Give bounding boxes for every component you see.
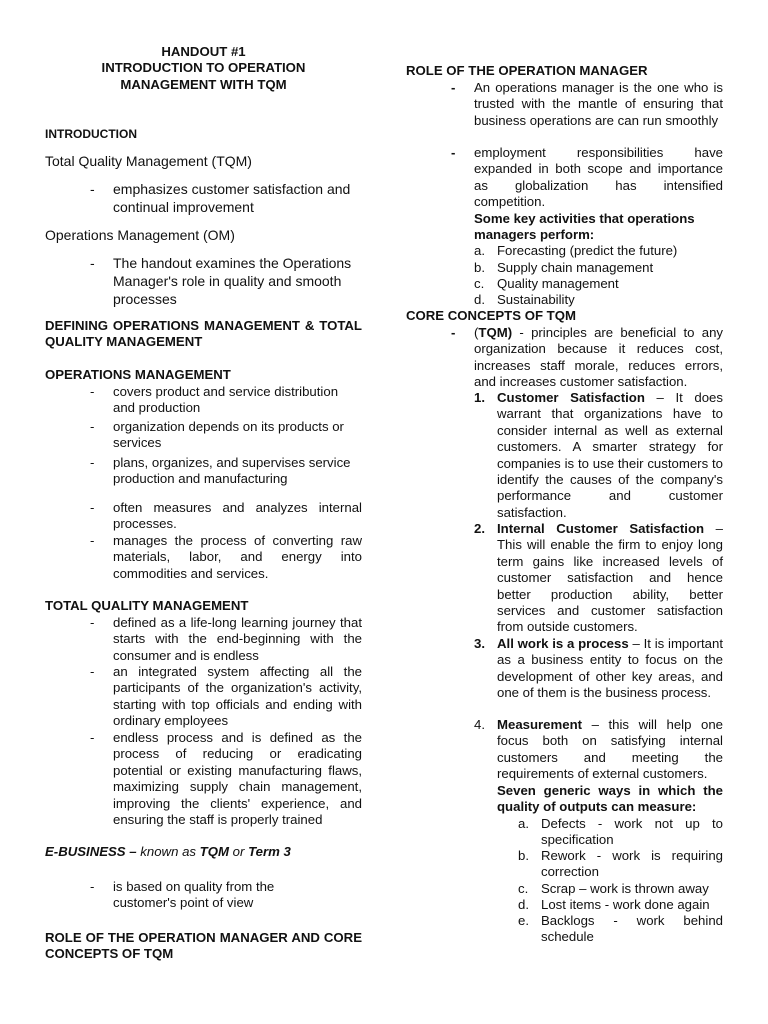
dash-marker: - (90, 255, 95, 271)
activity-item (474, 292, 723, 308)
role-bullet-text: An operations manager is the one who is trusted with the mantle of ensuring that business operations are can run smoothly (474, 80, 723, 128)
list-marker: a. (518, 816, 529, 831)
om-label: Operations Management (OM) (45, 227, 235, 243)
title-line-1: HANDOUT #1 (161, 44, 246, 59)
list-marker: e. (518, 913, 529, 928)
ebusiness-label: E-BUSINESS – (45, 844, 137, 859)
title-line-3: MANAGEMENT WITH TQM (120, 76, 287, 92)
om-bullet (90, 500, 362, 533)
core-item-body (474, 636, 723, 702)
core-item (474, 636, 723, 702)
core-item-body (474, 390, 723, 521)
defining-heading: DEFINING OPERATIONS MANAGEMENT & TOTAL QUALITY MANAGEMENT (45, 318, 362, 350)
tqm-bullet (90, 664, 362, 730)
om-bullet-text: often measures and analyzes internal processes. (113, 500, 362, 532)
core-item (474, 521, 723, 636)
handout-title (45, 44, 362, 93)
om-bullet-text: plans, organizes, and supervises service production and manufacturing (113, 455, 351, 487)
dash-marker: - (90, 533, 95, 548)
core-item-text: – It does warrant that organizations have to consider internal as well as external customers. A smarter strategy for companies is to use their customers to identify the causes of the company's performance and customer satisfaction. (497, 390, 723, 520)
tqm-bullet-text: defined as a life-long learning journey that starts with the end-beginning with the consumer and is endless (113, 615, 362, 663)
activity-text: Quality management (497, 276, 619, 291)
core-item-text: – It is important as a business entity to focus on the development of other key areas, and one of them is the business process. (497, 636, 723, 701)
activity-item (474, 243, 723, 259)
list-marker: d. (518, 897, 529, 912)
generic-text: Defects - work not up to specification (541, 816, 723, 848)
intro-heading: INTRODUCTION (45, 127, 137, 141)
list-marker: 1. (474, 390, 485, 405)
om-intro-bullet (90, 254, 362, 308)
list-marker: b. (518, 848, 529, 863)
core-item-title: Measurement (497, 717, 583, 732)
role-core-heading: ROLE OF THE OPERATION MANAGER AND CORE CONCEPTS OF TQM (45, 930, 362, 962)
ebusiness-or: or (232, 844, 245, 859)
list-marker: 3. (474, 636, 485, 651)
list-marker: a. (474, 243, 485, 258)
tqm-bullet (90, 730, 362, 828)
tqm-bullet (90, 615, 362, 664)
role-bullet (451, 145, 723, 211)
activity-text: Supply chain management (497, 260, 654, 275)
generic-text: Lost items - work done again (541, 897, 710, 912)
generic-item (518, 913, 723, 946)
tqm-bullet-text: an integrated system affecting all the participants of the organization's activity, starting with top officials and ending with ordinary employees (113, 664, 362, 729)
om-bullet-text: organization depends on its products or services (113, 419, 344, 451)
om-bullet (90, 384, 362, 417)
list-marker: b. (474, 260, 485, 275)
om-bullet (90, 419, 362, 452)
paren: ( (474, 325, 479, 340)
activity-text: Sustainability (497, 292, 575, 307)
dash-marker: - (90, 419, 95, 434)
core-item (474, 390, 723, 521)
dash-marker: - (90, 181, 95, 197)
om-section-heading: OPERATIONS MANAGEMENT (45, 367, 231, 382)
om-intro-text: The handout examines the Operations Manager's role in quality and smooth processes (113, 255, 352, 307)
generic-item (518, 816, 723, 849)
core-intro-bold: TQM) (478, 325, 513, 340)
core-intro-bullet (451, 325, 723, 391)
core-item (474, 717, 723, 783)
activities-heading: Some key activities that operations managers perform: (474, 211, 695, 243)
list-marker: c. (474, 276, 485, 291)
dash-marker: - (90, 879, 95, 894)
generic-item (518, 897, 723, 913)
om-bullet-text: covers product and service distribution and production (113, 384, 339, 416)
dash-marker: - (90, 500, 95, 515)
core-item-text: – this will help one focus both on satisfying internal customers and meeting the requirements of external customers. (497, 717, 723, 782)
tqm-label: Total Quality Management (TQM) (45, 153, 252, 169)
dash-marker: - (90, 455, 95, 470)
ebusiness-line (45, 844, 291, 860)
generic-item (518, 848, 723, 881)
dash-marker: - (90, 615, 95, 630)
ebusiness-bullet (90, 879, 320, 912)
generic-text: Rework - work is requiring correction (541, 848, 723, 880)
core-intro-rest: - principles are beneficial to any organization because it reduces cost, increases staff morale, reduces errors, and increases customer satisfaction. (474, 325, 723, 390)
core-item-title: Internal Customer Satisfaction (497, 521, 705, 536)
core-item-text: – This will enable the firm to enjoy long term gains like increased levels of customer satisfaction and hence better production ability, better services and customer satisfaction from outside customers. (497, 521, 724, 635)
ebusiness-bullet-text: is based on quality from the customer's point of view (113, 879, 275, 911)
dash-marker: - (90, 730, 95, 745)
activity-item (474, 260, 723, 276)
tqm-section-heading: TOTAL QUALITY MANAGEMENT (45, 598, 249, 613)
dash-marker: - (90, 384, 95, 399)
dash-marker: - (90, 664, 95, 679)
list-marker: c. (518, 881, 529, 896)
dash-marker: - (451, 325, 456, 340)
dash-marker: - (451, 80, 456, 95)
generic-heading: Seven generic ways in which the quality of outputs can measure: (497, 783, 723, 815)
activity-item (474, 276, 723, 292)
core-intro-text (451, 325, 723, 391)
core-item-body (474, 717, 723, 783)
core-item-body (474, 521, 723, 636)
generic-item (518, 881, 723, 897)
dash-marker: - (451, 145, 456, 160)
core-item-title: Customer Satisfaction (497, 390, 645, 405)
list-marker: 2. (474, 521, 485, 536)
generic-text: Scrap – work is thrown away (541, 881, 709, 896)
om-bullet-text: manages the process of converting raw materials, labor, and energy into commodities and services. (113, 533, 362, 581)
ebusiness-tqm: TQM (199, 844, 229, 859)
core-item-title: All work is a process (497, 636, 629, 651)
generic-text: Backlogs - work behind schedule (541, 913, 723, 945)
om-bullet (90, 455, 362, 488)
tqm-intro-text: emphasizes customer satisfaction and continual improvement (113, 181, 351, 215)
ebusiness-known-as: known as (140, 844, 196, 859)
role-bullet (451, 80, 723, 129)
tqm-bullet-text: endless process and is defined as the process of reducing or eradicating potential or existing manufacturing flaws, maximizing supply chain management, improving the clients' experience, and ensuring the staff is properly trained (113, 730, 362, 828)
ebusiness-term: Term 3 (248, 844, 291, 859)
list-marker: 4. (474, 717, 485, 732)
tqm-intro-bullet (90, 180, 362, 216)
title-line-2: INTRODUCTION TO OPERATION (101, 60, 306, 76)
role-heading: ROLE OF THE OPERATION MANAGER (406, 63, 648, 78)
activity-text: Forecasting (predict the future) (497, 243, 678, 258)
om-bullet (90, 533, 362, 582)
role-bullet-text: employment responsibilities have expanded in both scope and importance as globalization has intensified competition. (474, 145, 723, 210)
list-marker: d. (474, 292, 485, 307)
core-heading: CORE CONCEPTS OF TQM (406, 308, 576, 323)
